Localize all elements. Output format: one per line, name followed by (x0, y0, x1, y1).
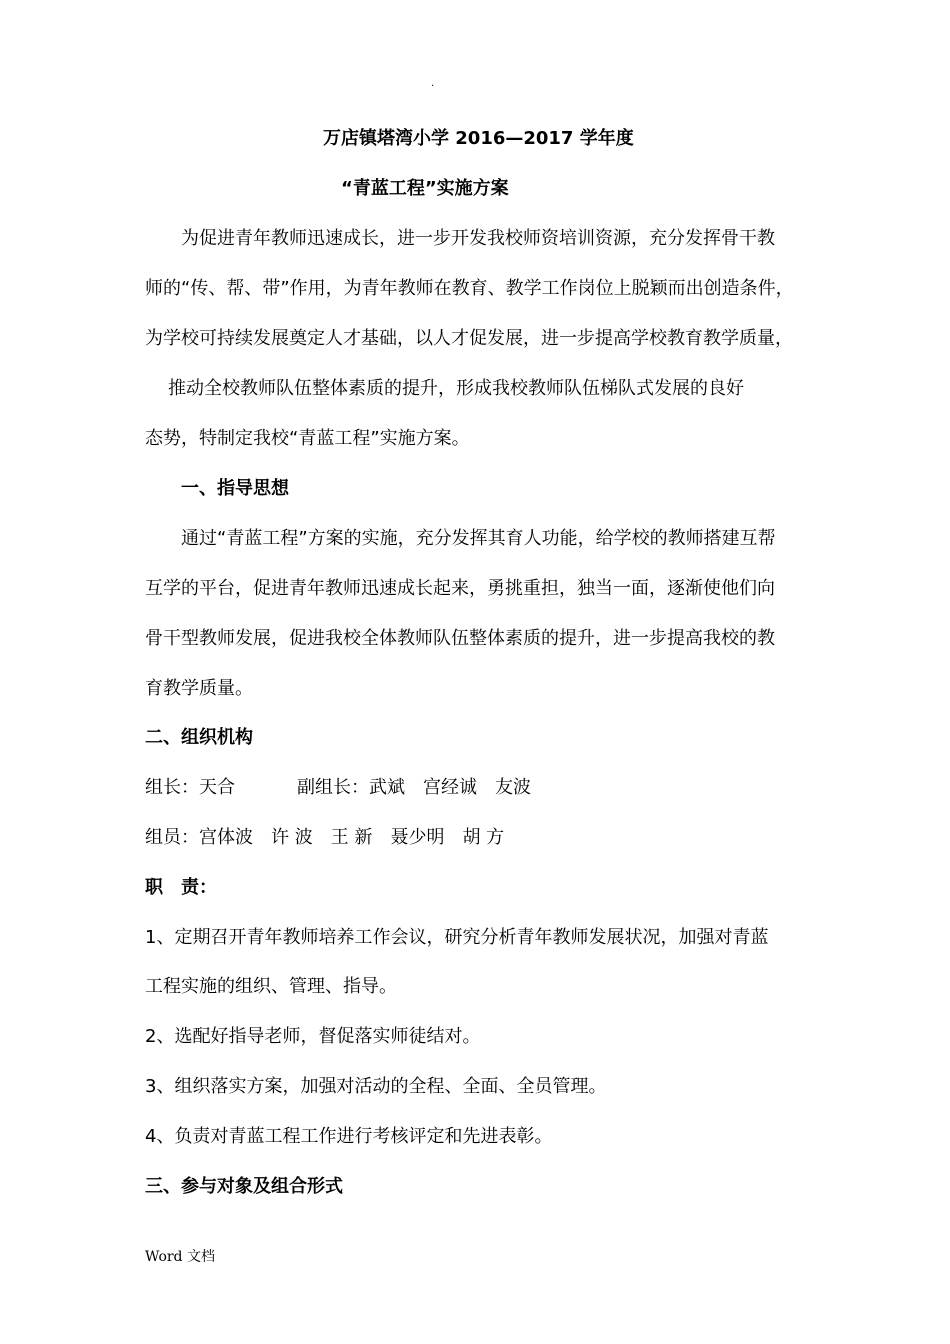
group-deputy: 副组长：武斌 宫经诚 友波 (297, 777, 531, 798)
section1-line-1: 通过“青蓝工程”方案的实施，充分发挥其育人功能，给学校的教师搭建互帮 (181, 528, 776, 549)
duty-line-1: 1、定期召开青年教师培养工作会议，研究分析青年教师发展状况，加强对青蓝 (145, 927, 769, 948)
intro-line-2: 师的“传、帮、带”作用，为青年教师在教育、教学工作岗位上脱颖而出创造条件， (145, 278, 794, 299)
duty-line-3: 2、选配好指导老师，督促落实师徒结对。 (145, 1026, 481, 1047)
duty-line-4: 3、组织落实方案，加强对活动的全程、全面、全员管理。 (145, 1076, 607, 1097)
duty-line-5: 4、负责对青蓝工程工作进行考核评定和先进表彰。 (145, 1126, 553, 1147)
intro-line-5: 态势，特制定我校“青蓝工程”实施方案。 (145, 428, 470, 449)
section1-line-2: 互学的平台，促进青年教师迅速成长起来，勇挑重担，独当一面，逐渐使他们向 (145, 578, 775, 599)
duty-line-2: 工程实施的组织、管理、指导。 (145, 976, 397, 997)
intro-line-1: 为促进青年教师迅速成长，进一步开发我校师资培训资源，充分发挥骨干教 (181, 228, 775, 249)
group-leader: 组长：天合 (145, 777, 235, 798)
header-mark: . (431, 78, 435, 89)
section1-heading: 一、指导思想 (181, 478, 289, 499)
intro-line-4: 推动全校教师队伍整体素质的提升，形成我校教师队伍梯队式发展的良好 (168, 378, 744, 399)
section1-line-3: 骨干型教师发展，促进我校全体教师队伍整体素质的提升，进一步提高我校的教 (145, 628, 775, 649)
document-title: 万店镇塔湾小学 2016—2017 学年度 (323, 128, 634, 149)
page-footer: Word 文档 (145, 1249, 215, 1265)
section2-heading: 二、组织机构 (145, 727, 253, 748)
section1-line-4: 育教学质量。 (145, 678, 253, 699)
intro-line-3: 为学校可持续发展奠定人才基础，以人才促发展，进一步提高学校教育教学质量， (145, 328, 793, 349)
duty-heading: 职 责： (145, 877, 217, 898)
section3-heading: 三、参与对象及组合形式 (145, 1176, 343, 1197)
group-members: 组员：宫体波 许 波 王 新 聂少明 胡 方 (145, 827, 505, 848)
document-subtitle: “青蓝工程”实施方案 (341, 178, 509, 199)
